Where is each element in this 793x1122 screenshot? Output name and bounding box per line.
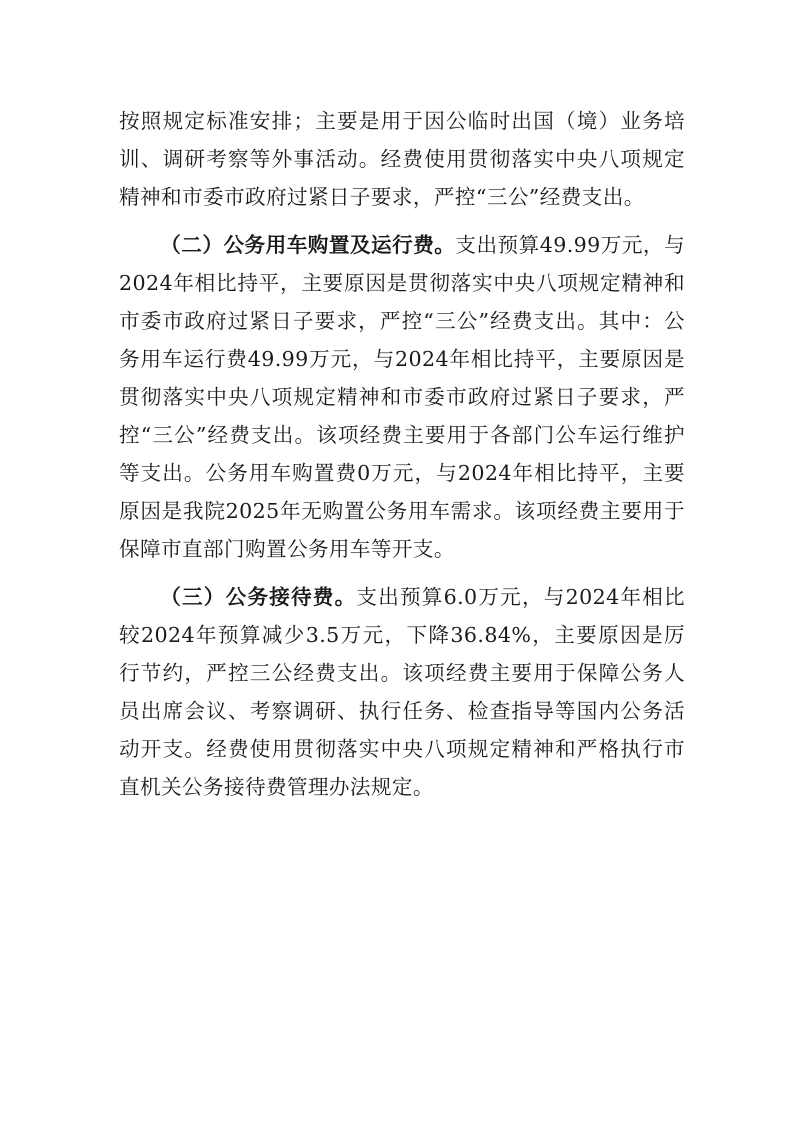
section-3-heading: （三）公务接待费。	[160, 585, 357, 609]
section-2-heading: （二）公务用车购置及运行费。	[160, 233, 456, 257]
intro-paragraph: 按照规定标准安排；主要是用于因公临时出国（境）业务培训、调研考察等外事活动。经费使用贯彻落实中央八项规定精神和市委市政府过紧日子要求，严控“三公”经费支出。	[119, 109, 685, 209]
section-2-paragraph	[119, 226, 685, 568]
section-2-body: 支出预算49.99万元，与2024年相比持平，主要原因是贯彻落实中央八项规定精神和市委市政府过紧日子要求，严控“三公”经费支出。其中：公务用车运行费49.99万元，与2024年相比持平，主要原因是贯彻落实中央八项规定精神和市委市政府过紧日子要求，严控“三公”经费支出。该项经费主要用于各部门公车运行维护等支出。公务用车购置费0万元，与2024年相比持平，主要原因是我院2025年无购置公务用车需求。该项经费主要用于保障市直部门购置公务用车等开支。	[119, 233, 686, 561]
section-3-body: 支出预算6.0万元，与2024年相比较2024年预算减少3.5万元，下降36.84%，主要原因是厉行节约，严控三公经费支出。该项经费主要用于保障公务人员出席会议、考察调研、执行任务、检查指导等国内公务活动开支。经费使用贯彻落实中央八项规定精神和严格执行市直机关公务接待费管理办法规定。	[119, 585, 685, 799]
section-3-paragraph	[119, 578, 685, 806]
document-body	[119, 102, 685, 806]
